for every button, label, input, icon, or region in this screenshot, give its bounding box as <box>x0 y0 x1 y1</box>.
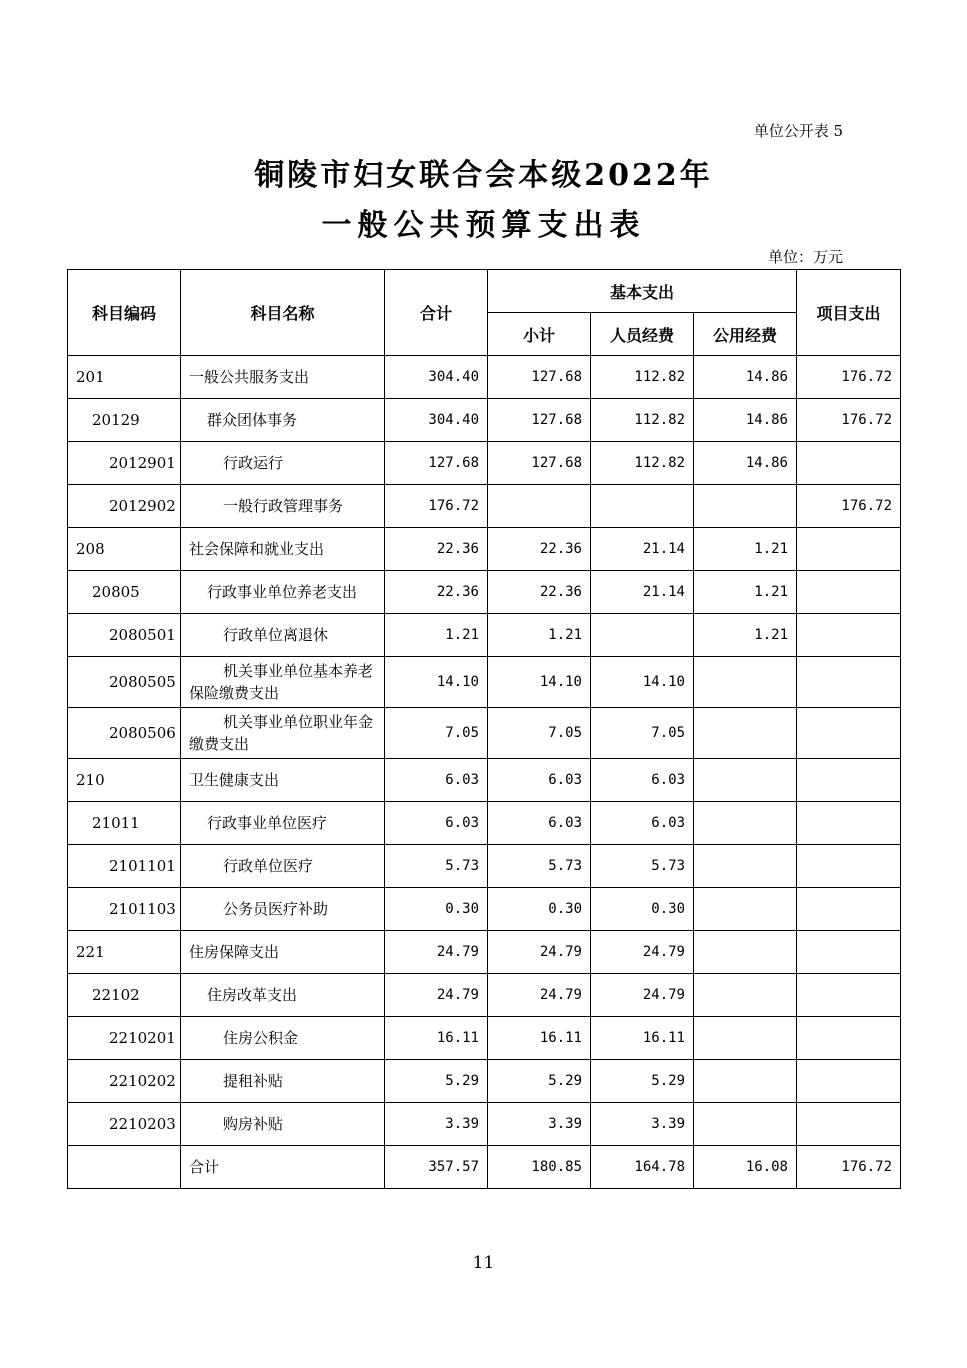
row-subtotal: 1.21 <box>488 614 591 657</box>
row-name: 一般行政管理事务 <box>181 485 385 528</box>
row-name: 行政事业单位养老支出 <box>181 571 385 614</box>
row-public: 14.86 <box>694 442 797 485</box>
row-project <box>797 888 901 931</box>
row-code: 2210203 <box>68 1103 181 1146</box>
row-name: 机关事业单位基本养老保险缴费支出 <box>181 657 385 708</box>
row-subtotal: 180.85 <box>488 1146 591 1189</box>
row-code <box>68 1146 181 1189</box>
row-code: 2012902 <box>68 485 181 528</box>
row-subtotal: 22.36 <box>488 571 591 614</box>
row-subtotal: 127.68 <box>488 356 591 399</box>
row-total: 304.40 <box>385 356 488 399</box>
row-public: 1.21 <box>694 528 797 571</box>
header-public: 公用经费 <box>694 313 797 356</box>
header-name: 科目名称 <box>181 270 385 356</box>
row-project <box>797 759 901 802</box>
row-name: 住房改革支出 <box>181 974 385 1017</box>
row-subtotal <box>488 485 591 528</box>
row-subtotal: 7.05 <box>488 708 591 759</box>
row-name: 住房保障支出 <box>181 931 385 974</box>
row-personnel: 5.73 <box>591 845 694 888</box>
row-total: 127.68 <box>385 442 488 485</box>
row-code: 2012901 <box>68 442 181 485</box>
header-code: 科目编码 <box>68 270 181 356</box>
row-project <box>797 974 901 1017</box>
row-project: 176.72 <box>797 1146 901 1189</box>
row-name: 卫生健康支出 <box>181 759 385 802</box>
row-name: 行政运行 <box>181 442 385 485</box>
row-personnel: 21.14 <box>591 528 694 571</box>
table-body <box>68 356 901 1189</box>
row-public <box>694 974 797 1017</box>
row-public: 1.21 <box>694 571 797 614</box>
row-personnel: 3.39 <box>591 1103 694 1146</box>
header-total: 合计 <box>385 270 488 356</box>
row-project <box>797 1060 901 1103</box>
header-personnel: 人员经费 <box>591 313 694 356</box>
row-public <box>694 931 797 974</box>
row-project <box>797 1103 901 1146</box>
row-project <box>797 845 901 888</box>
row-name: 行政事业单位医疗 <box>181 802 385 845</box>
row-name: 合计 <box>181 1146 385 1189</box>
row-public <box>694 888 797 931</box>
row-code: 2080505 <box>68 657 181 708</box>
row-subtotal: 0.30 <box>488 888 591 931</box>
row-project <box>797 614 901 657</box>
row-public <box>694 708 797 759</box>
row-personnel: 164.78 <box>591 1146 694 1189</box>
row-public <box>694 802 797 845</box>
table-row <box>68 657 901 708</box>
row-subtotal: 22.36 <box>488 528 591 571</box>
row-subtotal: 127.68 <box>488 399 591 442</box>
row-subtotal: 24.79 <box>488 931 591 974</box>
row-personnel: 14.10 <box>591 657 694 708</box>
row-project <box>797 571 901 614</box>
row-subtotal: 6.03 <box>488 802 591 845</box>
row-name: 机关事业单位职业年金缴费支出 <box>181 708 385 759</box>
row-public <box>694 485 797 528</box>
row-public <box>694 1060 797 1103</box>
row-public <box>694 1103 797 1146</box>
header-basic: 基本支出 <box>488 270 797 313</box>
row-subtotal: 5.73 <box>488 845 591 888</box>
row-project <box>797 802 901 845</box>
table-row <box>68 356 901 399</box>
table-row <box>68 399 901 442</box>
table-row <box>68 1060 901 1103</box>
row-total: 0.30 <box>385 888 488 931</box>
row-subtotal: 24.79 <box>488 974 591 1017</box>
row-name: 群众团体事务 <box>181 399 385 442</box>
row-code: 20805 <box>68 571 181 614</box>
row-name: 提租补贴 <box>181 1060 385 1103</box>
row-code: 201 <box>68 356 181 399</box>
row-project: 176.72 <box>797 399 901 442</box>
row-total: 24.79 <box>385 931 488 974</box>
row-subtotal: 16.11 <box>488 1017 591 1060</box>
row-personnel: 0.30 <box>591 888 694 931</box>
row-personnel: 21.14 <box>591 571 694 614</box>
row-code: 2101103 <box>68 888 181 931</box>
header-project: 项目支出 <box>797 270 901 356</box>
row-project <box>797 442 901 485</box>
table-row <box>68 571 901 614</box>
row-personnel: 112.82 <box>591 356 694 399</box>
row-project: 176.72 <box>797 485 901 528</box>
row-project <box>797 931 901 974</box>
row-total: 5.73 <box>385 845 488 888</box>
unit-label: 单位：万元 <box>767 248 843 266</box>
row-public: 1.21 <box>694 614 797 657</box>
header-subtotal: 小计 <box>488 313 591 356</box>
row-code: 2080501 <box>68 614 181 657</box>
row-total: 176.72 <box>385 485 488 528</box>
row-public <box>694 759 797 802</box>
table-row <box>68 888 901 931</box>
table-row <box>68 974 901 1017</box>
row-public: 14.86 <box>694 399 797 442</box>
row-personnel: 112.82 <box>591 442 694 485</box>
table-row <box>68 802 901 845</box>
row-name: 行政单位医疗 <box>181 845 385 888</box>
row-public <box>694 845 797 888</box>
table-row <box>68 528 901 571</box>
row-subtotal: 127.68 <box>488 442 591 485</box>
row-personnel: 112.82 <box>591 399 694 442</box>
row-name: 一般公共服务支出 <box>181 356 385 399</box>
row-subtotal: 3.39 <box>488 1103 591 1146</box>
row-name: 社会保障和就业支出 <box>181 528 385 571</box>
table-row <box>68 1017 901 1060</box>
row-personnel: 24.79 <box>591 974 694 1017</box>
row-code: 221 <box>68 931 181 974</box>
row-code: 208 <box>68 528 181 571</box>
row-total: 304.40 <box>385 399 488 442</box>
row-personnel <box>591 614 694 657</box>
table-row <box>68 708 901 759</box>
row-project <box>797 528 901 571</box>
row-name: 住房公积金 <box>181 1017 385 1060</box>
row-total: 22.36 <box>385 528 488 571</box>
row-total: 6.03 <box>385 759 488 802</box>
row-public: 16.08 <box>694 1146 797 1189</box>
table-row <box>68 931 901 974</box>
page-number: 11 <box>472 1253 495 1273</box>
row-code: 2101101 <box>68 845 181 888</box>
total-row <box>68 1146 901 1189</box>
row-total: 16.11 <box>385 1017 488 1060</box>
row-personnel: 6.03 <box>591 802 694 845</box>
table-row <box>68 1103 901 1146</box>
row-total: 3.39 <box>385 1103 488 1146</box>
row-personnel: 16.11 <box>591 1017 694 1060</box>
budget-table <box>67 269 901 1189</box>
row-subtotal: 5.29 <box>488 1060 591 1103</box>
row-code: 2080506 <box>68 708 181 759</box>
form-label: 单位公开表 5 <box>753 122 843 140</box>
row-public <box>694 657 797 708</box>
row-total: 5.29 <box>385 1060 488 1103</box>
row-name: 公务员医疗补助 <box>181 888 385 931</box>
row-personnel: 6.03 <box>591 759 694 802</box>
row-public: 14.86 <box>694 356 797 399</box>
row-project: 176.72 <box>797 356 901 399</box>
row-subtotal: 14.10 <box>488 657 591 708</box>
row-total: 24.79 <box>385 974 488 1017</box>
row-total: 357.57 <box>385 1146 488 1189</box>
row-personnel: 5.29 <box>591 1060 694 1103</box>
row-code: 21011 <box>68 802 181 845</box>
row-total: 6.03 <box>385 802 488 845</box>
row-code: 20129 <box>68 399 181 442</box>
row-code: 2210202 <box>68 1060 181 1103</box>
row-project <box>797 657 901 708</box>
row-name: 行政单位离退休 <box>181 614 385 657</box>
row-code: 22102 <box>68 974 181 1017</box>
row-code: 210 <box>68 759 181 802</box>
row-public <box>694 1017 797 1060</box>
row-total: 1.21 <box>385 614 488 657</box>
row-total: 14.10 <box>385 657 488 708</box>
row-project <box>797 1017 901 1060</box>
row-personnel: 24.79 <box>591 931 694 974</box>
page-title: 铜陵市妇女联合会本级2022年 <box>254 158 713 193</box>
table-row <box>68 442 901 485</box>
row-project <box>797 708 901 759</box>
table-row <box>68 845 901 888</box>
row-name: 购房补贴 <box>181 1103 385 1146</box>
row-personnel: 7.05 <box>591 708 694 759</box>
row-personnel <box>591 485 694 528</box>
table-row <box>68 485 901 528</box>
row-subtotal: 6.03 <box>488 759 591 802</box>
row-total: 7.05 <box>385 708 488 759</box>
table-row <box>68 759 901 802</box>
table-row <box>68 614 901 657</box>
page-subtitle: 一般公共预算支出表 <box>321 208 646 243</box>
row-code: 2210201 <box>68 1017 181 1060</box>
row-total: 22.36 <box>385 571 488 614</box>
